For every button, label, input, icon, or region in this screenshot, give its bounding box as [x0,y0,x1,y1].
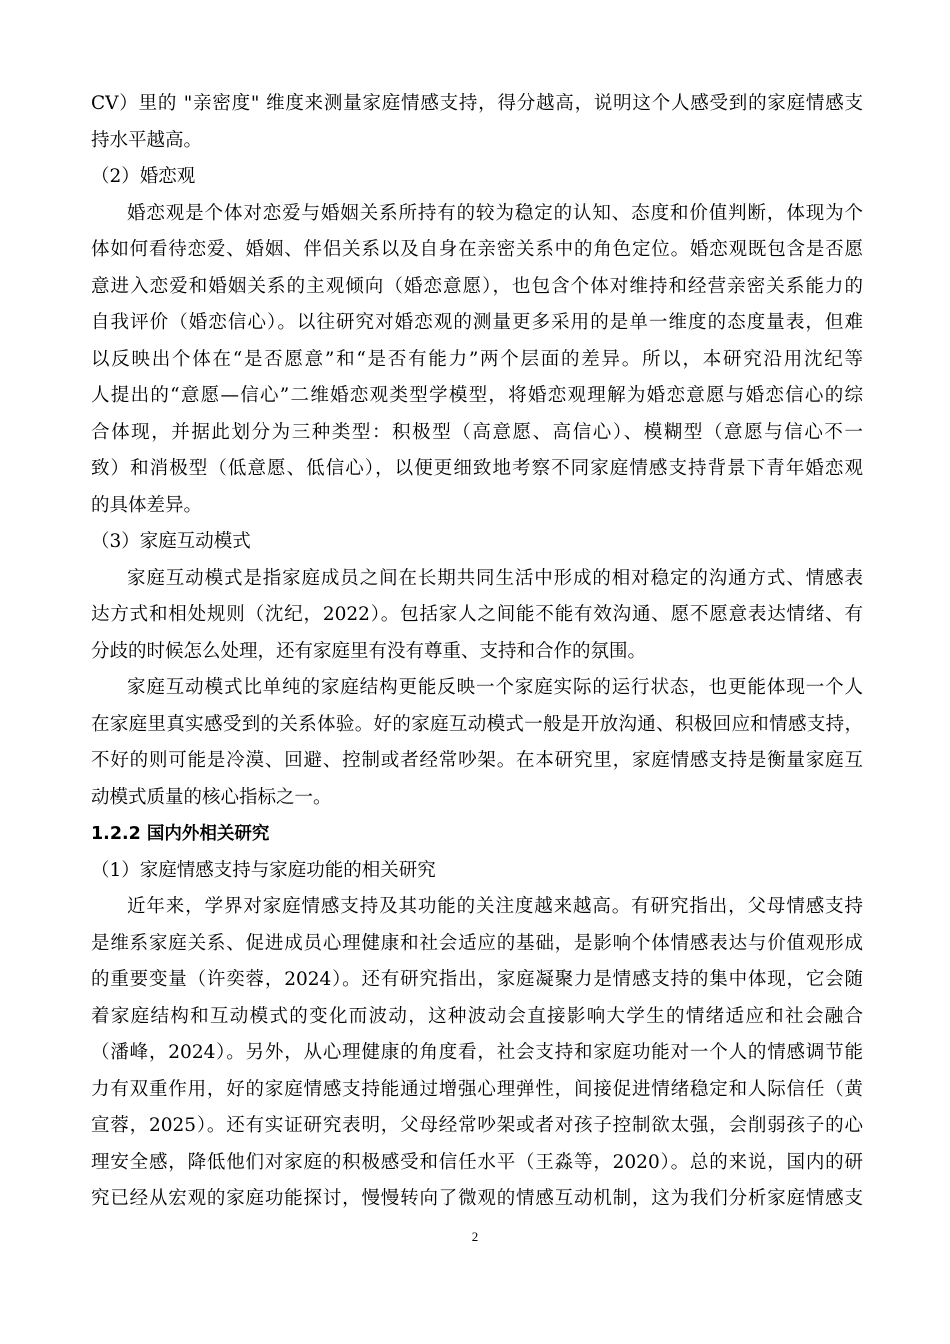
body-text-line: 意进入恋爱和婚姻关系的主观倾向（婚恋意愿），也包含个体对维持和经营亲密关系能力的 [91,275,863,297]
body-text-line: 的重要变量（许奕蓉，2024）。还有研究指出，家庭凝聚力是情感支持的集中体现，它会随 [91,969,863,990]
subsection-heading: （3）家庭互动模式 [91,531,251,552]
body-text-line: 宣蓉，2025）。还有实证研究表明，父母经常吵架或者对孩子控制欲太强，会削弱孩子的心 [91,1115,863,1136]
section-heading: 1.2.2 国内外相关研究 [91,824,270,844]
body-text-line: （潘峰，2024）。另外，从心理健康的角度看，社会支持和家庭功能对一个人的情感调节能 [91,1042,863,1063]
body-text-line: 着家庭结构和互动模式的变化而波动，这种波动会直接影响大学生的情绪适应和社会融合 [91,1005,863,1027]
body-text-line: 在家庭里真实感受到的关系体验。好的家庭互动模式一般是开放沟通、积极回应和情感支持， [91,713,863,735]
paragraph-first-line: 近年来，学界对家庭情感支持及其功能的关注度越来越高。有研究指出，父母情感支持 [127,896,863,917]
body-text-line: 力有双重作用，好的家庭情感支持能通过增强心理弹性，间接促进情绪稳定和人际信任（黄 [91,1078,863,1100]
paragraph-first-line: 婚恋观是个体对恋爱与婚姻关系所持有的较为稳定的认知、态度和价值判断，体现为个 [127,202,863,224]
subsection-heading: （1）家庭情感支持与家庭功能的相关研究 [91,859,436,881]
body-text-line: 致）和消极型（低意愿、低信心），以便更细致地考察不同家庭情感支持背景下青年婚恋观 [91,458,863,479]
body-text-line: 以反映出个体在“是否愿意”和“是否有能力”两个层面的差异。所以，本研究沿用沈纪等 [91,348,863,370]
body-text-line: 动模式质量的核心指标之一。 [91,786,332,808]
subsection-heading: （2）婚恋观 [91,166,196,187]
body-text-line: 自我评价（婚恋信心）。以往研究对婚恋观的测量更多采用的是单一维度的态度量表，但难 [91,312,863,333]
document-body [91,86,863,1218]
body-text-line: 不好的则可能是冷漠、回避、控制或者经常吵架。在本研究里，家庭情感支持是衡量家庭互 [91,750,863,771]
body-text-line: 持水平越高。 [91,129,203,151]
body-text-line: 是维系家庭关系、促进成员心理健康和社会适应的基础，是影响个体情感表达与价值观形成 [91,932,863,954]
body-text-line: 究已经从宏观的家庭功能探讨，慢慢转向了微观的情感互动机制，这为我们分析家庭情感支 [91,1188,863,1209]
body-text-line: CV）里的 "亲密度" 维度来测量家庭情感支持，得分越高，说明这个人感受到的家庭情感支 [91,93,863,114]
body-text-line: 合体现，并据此划分为三种类型：积极型（高意愿、高信心）、模糊型（意愿与信心不一 [91,421,863,443]
body-text-line: 体如何看待恋爱、婚姻、伴侣关系以及自身在亲密关系中的角色定位。婚恋观既包含是否愿 [91,239,863,260]
body-text-line: 分歧的时候怎么处理，还有家庭里有没有尊重、支持和合作的氛围。 [91,640,647,662]
paragraph-first-line: 家庭互动模式是指家庭成员之间在长期共同生活中形成的相对稳定的沟通方式、情感表 [127,567,863,589]
paragraph-first-line: 家庭互动模式比单纯的家庭结构更能反映一个家庭实际的运行状态，也更能体现一个人 [127,677,863,698]
body-text-line: 达方式和相处规则（沈纪，2022）。包括家人之间能不能有效沟通、愿不愿意表达情绪、有 [91,604,863,625]
body-text-line: 人提出的“意愿—信心”二维婚恋观类型学模型，将婚恋观理解为婚恋意愿与婚恋信心的综 [91,385,863,406]
body-text-line: 理安全感，降低他们对家庭的积极感受和信任水平（王淼等，2020）。总的来说，国内的研 [91,1151,863,1173]
page-number: 2 [471,1229,479,1244]
body-text-line: 的具体差异。 [91,494,203,516]
